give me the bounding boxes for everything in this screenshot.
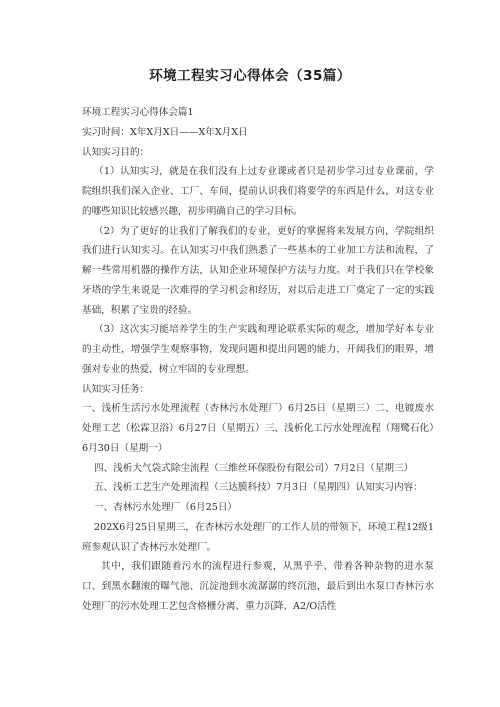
task-item-4: 四、浅析大气袋式除尘流程（三维丝环保股份有限公司）7月2日（星期三）: [94, 462, 414, 474]
section-heading-purpose: 认知实习目的：: [82, 146, 150, 158]
document-title: 环境工程实习心得体会（35篇）: [149, 68, 351, 84]
paragraph-purpose-1: （1）认知实习，就是在我们没有上过专业课或者只是初步学习过专业课前，学院组织我们深入企业、工厂、车间，提前认识我们将要学的东西是什么，对这专业的哪些知识比较感兴趣，初步明确自己的学习目标。: [82, 166, 434, 217]
document-body: [82, 103, 434, 617]
paragraph-purpose-3: （3）这次实习能培养学生的生产实践和理论联系实际的观念，增加学好本专业的主动性，增强学生观察事物，发现问题和提出问题的能力，开阔我们的眼界，增强对专业的热爱，树立牢固的专业理想。: [82, 324, 434, 375]
paragraph-visit-intro: 202X6月25日星期三，在杏林污水处理厂的工作人员的带领下，环境工程12级1班参观认识了杏林污水处理厂。: [82, 521, 434, 553]
internship-period: 实习时间：X年X月X日——X年X月X日: [82, 126, 248, 138]
article-heading: 环境工程实习心得体会篇1: [82, 107, 194, 118]
subsection-heading-xinglin: 一、杏林污水处理厂（6月25日）: [94, 502, 238, 513]
task-list-1-3: 一、浅析生活污水处理流程（杏林污水处理厂）6月25日（星期三）二、电镀废水处理工艺（松霖卫浴）6月27日（星期五）三、浅析化工污水处理流程（翔鹭石化）6月30日（星期一）: [82, 403, 434, 454]
task-item-5: 五、浅析工艺生产处理流程（三达膜科技）7月3日（星期四）认知实习内容：: [94, 482, 423, 494]
paragraph-purpose-2: （2）为了更好的让我们了解我们的专业，更好的掌握将来发展方向，学院组织我们进行认知实习。在认知实习中我们熟悉了一些基本的工业加工方法和流程，了解一些常用机器的操作方法，认知企业环境保护方法与力度。对于我们只在学校象牙塔的学生来说是一次难得的学习机会和经历，对以后走进工厂奠定了一定的实践基础，积累了宝贵的经验。: [82, 225, 434, 316]
paragraph-process-flow: 其中，我们跟随着污水的流程进行参观，从黑乎乎、带着各种杂物的进水泵口、到黑水翻滚的曝气池、沉淀池到水流潺潺的终沉池，最后到出水泵口杏林污水处理厂的污水处理工艺包含格栅分离、重力沉降、A2/O活性: [82, 561, 434, 612]
section-heading-tasks: 认知实习任务：: [82, 383, 150, 395]
